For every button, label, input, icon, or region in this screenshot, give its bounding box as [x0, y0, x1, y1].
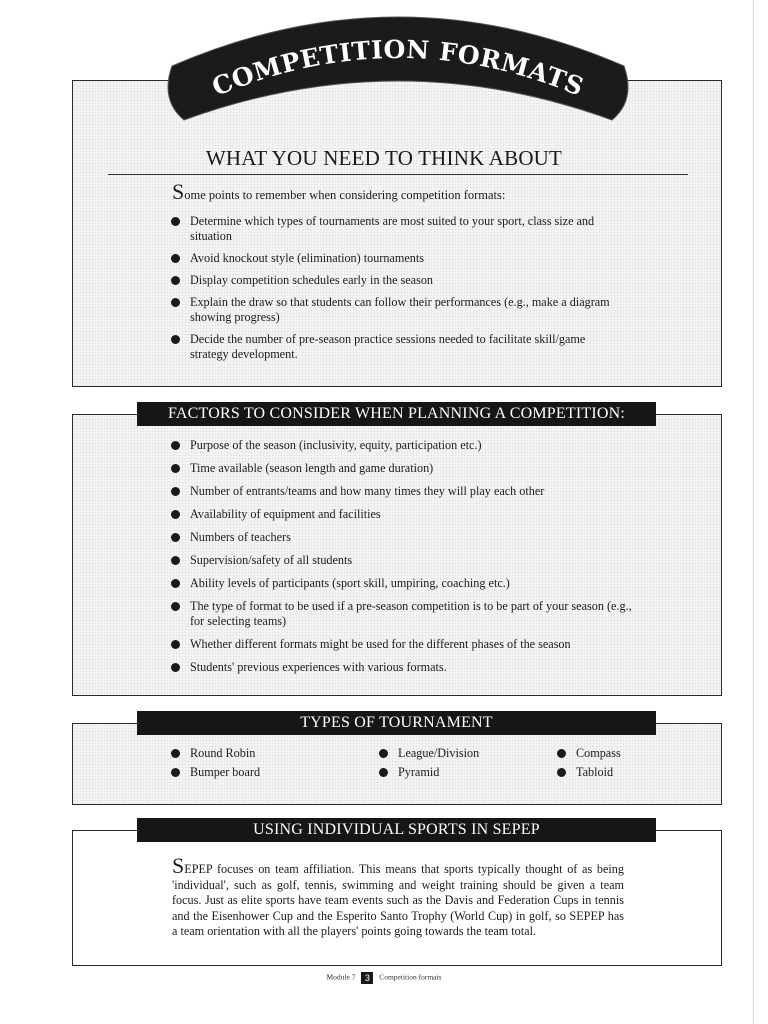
footer-module: Module 7 — [326, 972, 356, 982]
list-item: Ability levels of participants (sport skill, umpiring, coaching etc.) — [170, 576, 640, 591]
banner-title: COMPETITION FORMATS — [207, 34, 589, 102]
intro-drop-cap: S — [172, 179, 185, 204]
think-about-title: WHAT YOU NEED TO THINK ABOUT — [205, 146, 563, 170]
factors-list — [170, 438, 640, 683]
tournament-column-2 — [378, 746, 479, 784]
list-item: Explain the draw so that students can follow their performances (e.g., make a diagram showing progress) — [170, 295, 626, 325]
competition-formats-banner — [160, 8, 636, 138]
list-item: Students' previous experiences with various formats. — [170, 660, 640, 675]
tournament-types-title: TYPES OF TOURNAMENT — [137, 711, 656, 735]
page-footer — [0, 972, 768, 984]
list-item: Pyramid — [378, 765, 479, 780]
title-rule — [108, 174, 688, 175]
list-item: Avoid knockout style (elimination) tournaments — [170, 251, 626, 266]
factors-title: FACTORS TO CONSIDER WHEN PLANNING A COMPETITION: — [137, 402, 656, 426]
list-item: Number of entrants/teams and how many times they will play each other — [170, 484, 640, 499]
list-item: Determine which types of tournaments are most suited to your sport, class size and situation — [170, 214, 626, 244]
list-item: The type of format to be used if a pre-season competition is to be part of your season (e.g., for selecting teams) — [170, 599, 640, 629]
intro-rest: ome points to remember when considering competition formats: — [184, 188, 506, 202]
list-item: Availability of equipment and facilities — [170, 507, 640, 522]
list-item: Compass — [556, 746, 621, 761]
sepep-paragraph — [172, 853, 624, 940]
intro-text — [172, 179, 692, 204]
list-item: Display competition schedules early in the season — [170, 273, 626, 288]
list-item: Tabloid — [556, 765, 621, 780]
sepep-text: EPEP focuses on team affiliation. This means that sports typically thought of as being 'individual', such as golf, tennis, swimming and weight training should be given a team focus. Just as elite sports have team events such as the Davis and Federation Cups in tennis and the Eisenhower Cup and the Esperito Santo Trophy (World Cup) in golf, so SEPEP has a team orientation with all the players' points going towards the team total. — [172, 862, 624, 938]
tournament-column-1 — [170, 746, 260, 784]
list-item: Bumper board — [170, 765, 260, 780]
sepep-title: USING INDIVIDUAL SPORTS IN SEPEP — [137, 818, 656, 842]
list-item: Decide the number of pre-season practice sessions needed to facilitate skill/game strategy development. — [170, 332, 626, 362]
tournament-column-3 — [556, 746, 621, 784]
page-number: 3 — [361, 972, 373, 984]
list-item: Numbers of teachers — [170, 530, 640, 545]
sepep-drop-cap: S — [172, 853, 185, 878]
list-item: League/Division — [378, 746, 479, 761]
list-item: Supervision/safety of all students — [170, 553, 640, 568]
footer-section: Competition formats — [379, 972, 442, 982]
list-item: Time available (season length and game duration) — [170, 461, 640, 476]
list-item: Whether different formats might be used for the different phases of the season — [170, 637, 640, 652]
list-item: Round Robin — [170, 746, 260, 761]
think-list — [170, 214, 626, 369]
list-item: Purpose of the season (inclusivity, equity, participation etc.) — [170, 438, 640, 453]
